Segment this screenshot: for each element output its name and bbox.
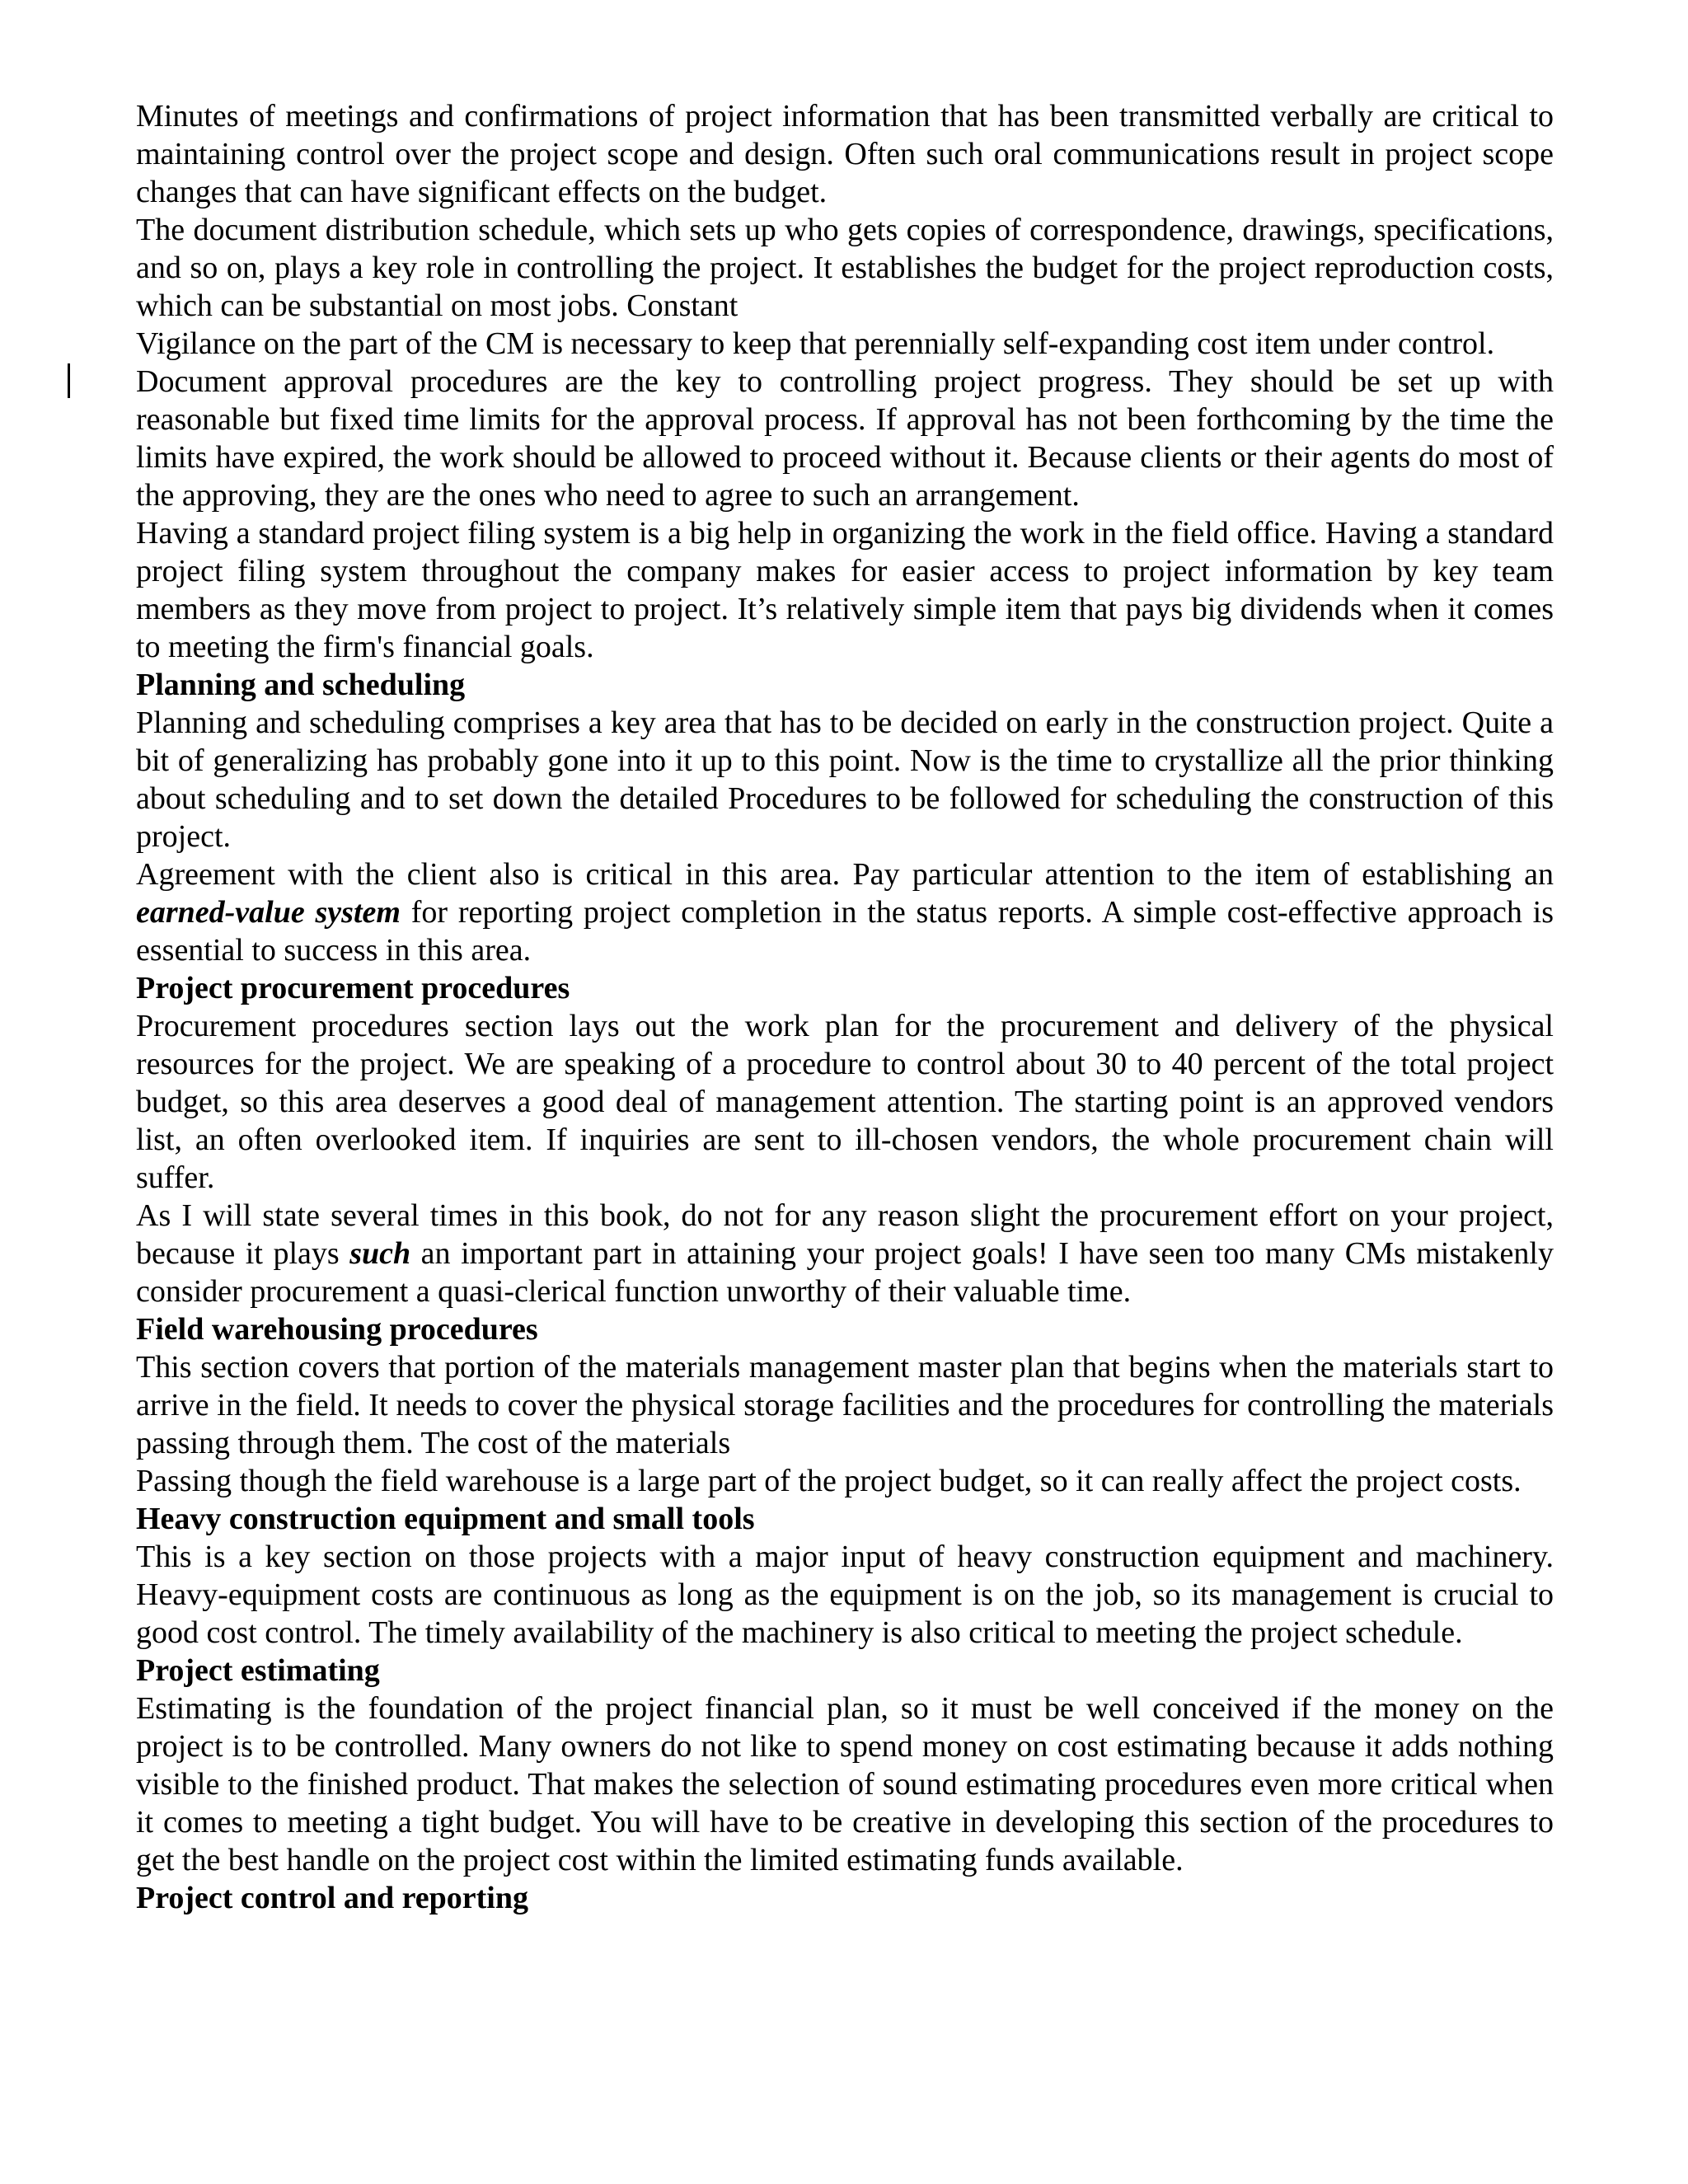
heading-planning-and-scheduling: Planning and scheduling xyxy=(136,668,466,702)
paragraph-minutes-of-meetings: Minutes of meetings and confirmations of project information that has been transmitted verbally are critical to maintaining control over the project scope and design. Often such oral communications result in project scope changes that can have significant effects on the budget. xyxy=(136,99,1554,209)
paragraph-client-agreement-part-1: Agreement with the client also is critical in this area. Pay particular attention to the item of establishing an xyxy=(136,857,1554,892)
paragraph-warehouse-costs: Passing though the field warehouse is a large part of the project budget, so it can really affect the project costs. xyxy=(136,1464,1522,1498)
emphasis-earned-value-system: earned-value system xyxy=(136,895,401,930)
paragraph-client-agreement-part-2: for reporting project completion in the status reports. A simple cost-effective approach is essential to success in this area. xyxy=(136,895,1554,968)
paragraph-client-agreement xyxy=(136,855,1554,969)
paragraph-document-distribution: The document distribution schedule, which sets up who gets copies of correspondence, drawings, specifications, and so on, plays a key role in controlling the project. It establishes the budget for the project reproduction costs, which can be substantial on most jobs. Constant xyxy=(136,213,1554,323)
heading-field-warehousing-procedures: Field warehousing procedures xyxy=(136,1312,538,1347)
revision-change-bar xyxy=(68,363,70,398)
paragraph-planning-and-scheduling: Planning and scheduling comprises a key area that has to be decided on early in the construction project. Quite a bit of generalizing has probably gone into it up to this point. Now is the time to crystallize all the prior thinking about scheduling and to set down the detailed Procedures to be followed for scheduling the construction of this project. xyxy=(136,705,1554,854)
paragraph-procurement-procedures: Procurement procedures section lays out the work plan for the procurement and delivery of the physical resources for the project. We are speaking of a procedure to control about 30 to 40 percent of the total project budget, so this area deserves a good deal of management attention. The starting point is an approved vendors list, an often overlooked item. If inquiries are sent to ill-chosen vendors, the whole procurement chain will suffer. xyxy=(136,1009,1554,1195)
heading-project-control-and-reporting: Project control and reporting xyxy=(136,1881,528,1915)
heading-project-estimating: Project estimating xyxy=(136,1653,380,1688)
paragraph-project-estimating: Estimating is the foundation of the project financial plan, so it must be well conceived if the money on the project is to be controlled. Many owners do not like to spend money on cost estimating because it adds nothing visible to the finished product. That makes the selection of sound estimating procedures even more critical when it comes to meeting a tight budget. You will have to be creative in developing this section of the procedures to get the best handle on the project cost within the limited estimating funds available. xyxy=(136,1691,1554,1877)
paragraph-document-approval: Document approval procedures are the key to controlling project progress. They should be set up with reasonable but fixed time limits for the approval process. If approval has not been forthcoming by the time the limits have expired, the work should be allowed to proceed without it. Because clients or their agents do most of the approving, they are the ones who need to agree to such an arrangement. xyxy=(136,364,1554,513)
heading-heavy-construction-equipment: Heavy construction equipment and small tools xyxy=(136,1502,755,1536)
paragraph-heavy-equipment: This is a key section on those projects with a major input of heavy construction equipment and machinery. Heavy-equipment costs are continuous as long as the equipment is on the job, so its management is crucial to good cost control. The timely availability of the machinery is also critical to meeting the project schedule. xyxy=(136,1540,1554,1650)
emphasis-such: such xyxy=(349,1236,411,1271)
paragraph-field-warehousing: This section covers that portion of the materials management master plan that begins when the materials start to arrive in the field. It needs to cover the physical storage facilities and the procedures for controlling the materials passing through them. The cost of the materials xyxy=(136,1350,1554,1460)
paragraph-procurement-effort xyxy=(136,1197,1554,1310)
paragraph-filing-system: Having a standard project filing system is a big help in organizing the work in the field office. Having a standard project filing system throughout the company makes for easier access to project information by key team members as they move from project to project. It’s relatively simple item that pays big dividends when it comes to meeting the firm's financial goals. xyxy=(136,516,1554,664)
document-page xyxy=(136,97,1554,1917)
heading-project-procurement-procedures: Project procurement procedures xyxy=(136,971,570,1005)
paragraph-procurement-effort-part-1: As I will state several times in this book, do not for any reason slight the procurement effort on your project, because it plays xyxy=(136,1198,1554,1271)
paragraph-procurement-effort-part-2: an important part in attaining your project goals! I have seen too many CMs mistakenly consider procurement a quasi-clerical function unworthy of their valuable time. xyxy=(136,1236,1554,1309)
paragraph-vigilance: Vigilance on the part of the CM is necessary to keep that perennially self-expanding cost item under control. xyxy=(136,326,1495,361)
